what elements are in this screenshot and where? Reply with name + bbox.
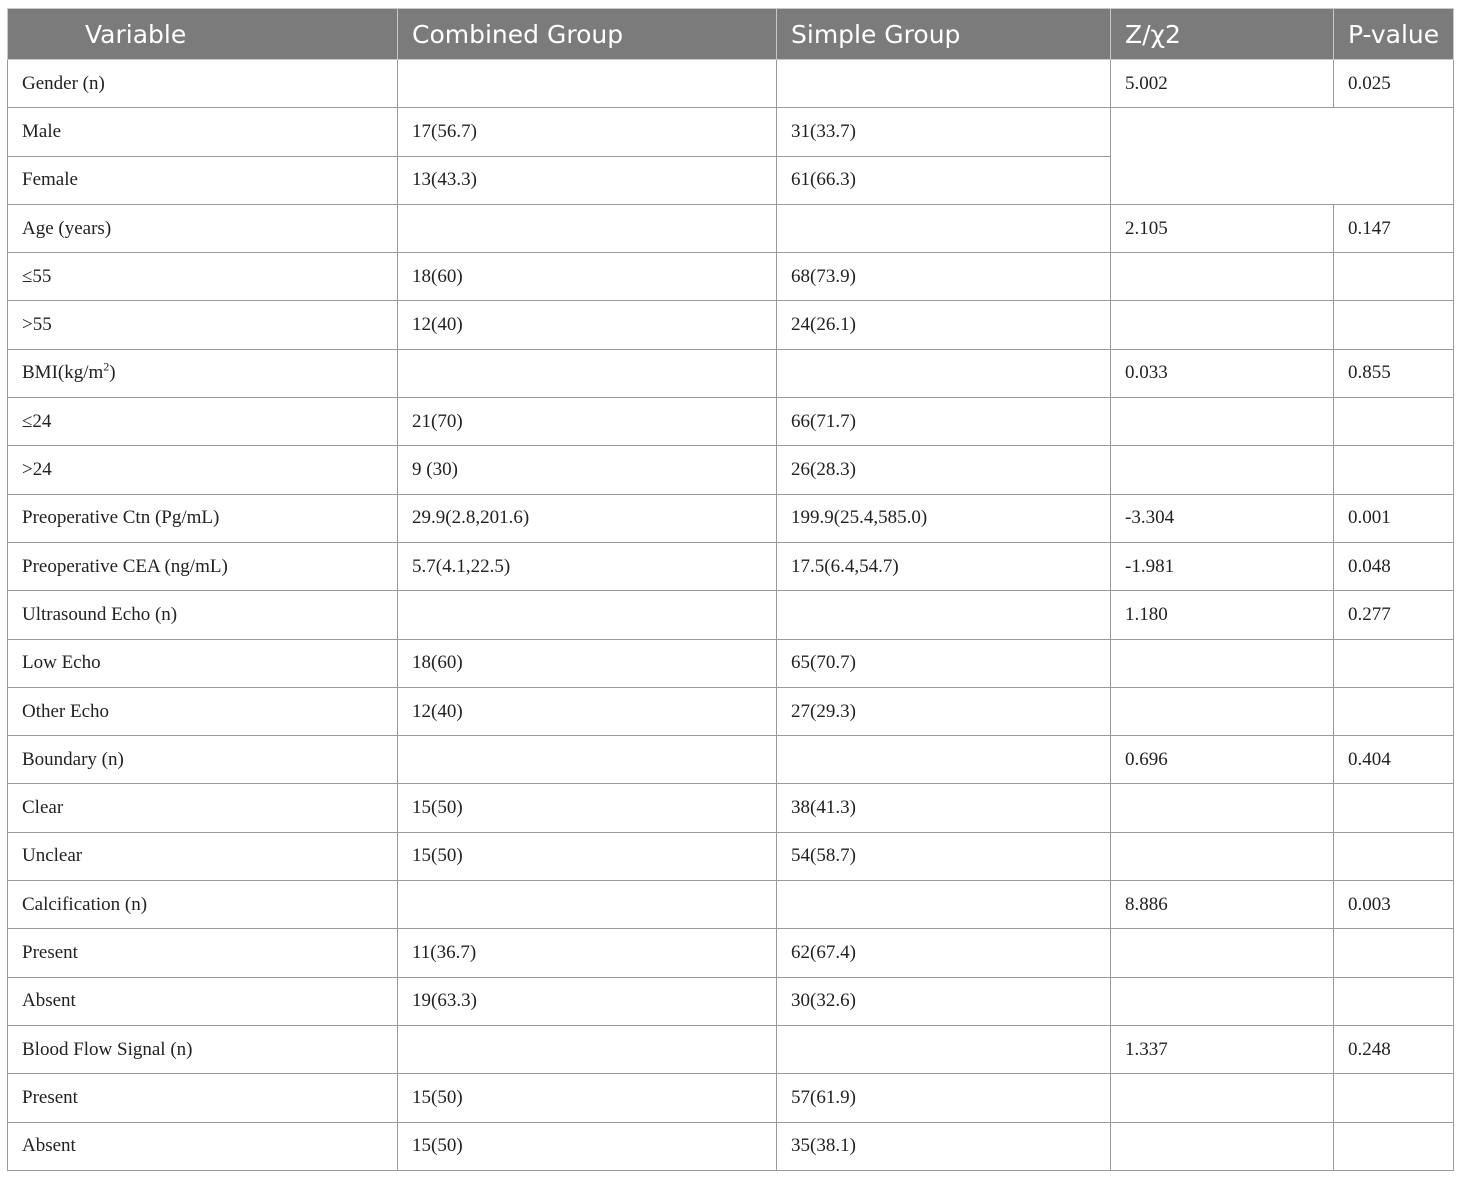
cell-combined: 17(56.7): [398, 108, 777, 156]
table-header: [8, 9, 1454, 60]
table-row: [8, 253, 1454, 301]
data-table: [7, 8, 1454, 1171]
cell-variable: ≤55: [8, 253, 398, 301]
cell-combined: [398, 736, 777, 784]
cell-combined: 12(40): [398, 687, 777, 735]
cell-combined: 5.7(4.1,22.5): [398, 542, 777, 590]
table-row: [8, 398, 1454, 446]
cell-variable: Age (years): [8, 204, 398, 252]
cell-statistic: 1.337: [1111, 1025, 1334, 1073]
cell-statistic: [1111, 301, 1334, 349]
table-row: [8, 591, 1454, 639]
cell-p-value: [1334, 1074, 1454, 1122]
cell-statistic: [1111, 1074, 1334, 1122]
cell-variable: Clear: [8, 784, 398, 832]
cell-statistic: [1111, 687, 1334, 735]
cell-variable: Ultrasound Echo (n): [8, 591, 398, 639]
cell-statistic: [1111, 832, 1334, 880]
cell-variable: >24: [8, 446, 398, 494]
cell-simple: [777, 349, 1111, 397]
cell-simple: 17.5(6.4,54.7): [777, 542, 1111, 590]
cell-p-value: 0.003: [1334, 881, 1454, 929]
cell-simple: 65(70.7): [777, 639, 1111, 687]
table-row: [8, 446, 1454, 494]
cell-p-value: [1334, 253, 1454, 301]
cell-variable: Calcification (n): [8, 881, 398, 929]
cell-p-value: 0.147: [1334, 204, 1454, 252]
table-row: [8, 736, 1454, 784]
cell-simple: 57(61.9): [777, 1074, 1111, 1122]
cell-p-value: 0.048: [1334, 542, 1454, 590]
cell-simple: 66(71.7): [777, 398, 1111, 446]
cell-statistic: 1.180: [1111, 591, 1334, 639]
cell-combined: [398, 881, 777, 929]
cell-statistic: -3.304: [1111, 494, 1334, 542]
cell-simple: [777, 591, 1111, 639]
cell-simple: [777, 1025, 1111, 1073]
cell-statistic: 0.696: [1111, 736, 1334, 784]
header-combined-group: Combined Group: [398, 9, 777, 60]
cell-p-value: 0.025: [1334, 60, 1454, 108]
cell-combined: 13(43.3): [398, 156, 777, 204]
header-statistic: Z/χ2: [1111, 9, 1334, 60]
cell-combined: 18(60): [398, 639, 777, 687]
cell-p-value: [1334, 301, 1454, 349]
cell-simple: 24(26.1): [777, 301, 1111, 349]
cell-variable: Low Echo: [8, 639, 398, 687]
cell-variable: Female: [8, 156, 398, 204]
cell-p-value: [1334, 1122, 1454, 1170]
cell-simple: 61(66.3): [777, 156, 1111, 204]
cell-variable: >55: [8, 301, 398, 349]
table-row: [8, 494, 1454, 542]
cell-combined: 9 (30): [398, 446, 777, 494]
cell-simple: 62(67.4): [777, 929, 1111, 977]
cell-p-value: [1334, 784, 1454, 832]
cell-simple: 68(73.9): [777, 253, 1111, 301]
superscript: 2: [103, 360, 110, 375]
cell-statistic: 0.033: [1111, 349, 1334, 397]
cell-combined: [398, 60, 777, 108]
table-row: [8, 784, 1454, 832]
cell-p-value: [1334, 446, 1454, 494]
cell-statistic: [1111, 784, 1334, 832]
cell-variable: Other Echo: [8, 687, 398, 735]
cell-variable: $BMI(kg/m^2)$: [8, 349, 398, 397]
cell-combined: [398, 1025, 777, 1073]
cell-variable: ≤24: [8, 398, 398, 446]
cell-statistic: 8.886: [1111, 881, 1334, 929]
cell-simple: [777, 881, 1111, 929]
header-row: [8, 9, 1454, 60]
cell-p-value: 0.248: [1334, 1025, 1454, 1073]
cell-combined: 29.9(2.8,201.6): [398, 494, 777, 542]
cell-p-value: 0.001: [1334, 494, 1454, 542]
cell-statistic: [1111, 977, 1334, 1025]
cell-statistic: -1.981: [1111, 542, 1334, 590]
table-row: [8, 542, 1454, 590]
cell-p-value: 0.855: [1334, 349, 1454, 397]
table-row: [8, 832, 1454, 880]
cell-variable: Absent: [8, 977, 398, 1025]
cell-combined: [398, 204, 777, 252]
cell-simple: 35(38.1): [777, 1122, 1111, 1170]
cell-combined: 11(36.7): [398, 929, 777, 977]
table-row: [8, 687, 1454, 735]
cell-combined: 12(40): [398, 301, 777, 349]
table-row: [8, 1122, 1454, 1170]
cell-simple: [777, 204, 1111, 252]
cell-simple: [777, 60, 1111, 108]
cell-combined: 21(70): [398, 398, 777, 446]
cell-variable: Boundary (n): [8, 736, 398, 784]
cell-statistic: [1111, 398, 1334, 446]
cell-simple: 27(29.3): [777, 687, 1111, 735]
table-row: [8, 1074, 1454, 1122]
cell-simple: [777, 736, 1111, 784]
cell-p-value: [1334, 687, 1454, 735]
merged-empty-cell: [1111, 108, 1454, 205]
cell-p-value: [1334, 639, 1454, 687]
cell-variable: Gender (n): [8, 60, 398, 108]
header-simple-group: Simple Group: [777, 9, 1111, 60]
cell-simple: 30(32.6): [777, 977, 1111, 1025]
cell-simple: 31(33.7): [777, 108, 1111, 156]
cell-simple: 54(58.7): [777, 832, 1111, 880]
table-row: [8, 204, 1454, 252]
cell-p-value: [1334, 832, 1454, 880]
table-row: [8, 108, 1454, 156]
table-row: [8, 349, 1454, 397]
table-row: [8, 639, 1454, 687]
cell-combined: 15(50): [398, 1122, 777, 1170]
table-row: [8, 301, 1454, 349]
cell-statistic: [1111, 929, 1334, 977]
table-row: [8, 881, 1454, 929]
label-suffix: ): [109, 362, 116, 384]
cell-combined: 18(60): [398, 253, 777, 301]
cell-variable: Unclear: [8, 832, 398, 880]
cell-p-value: 0.404: [1334, 736, 1454, 784]
cell-simple: 26(28.3): [777, 446, 1111, 494]
cell-statistic: 2.105: [1111, 204, 1334, 252]
cell-p-value: 0.277: [1334, 591, 1454, 639]
cell-statistic: 5.002: [1111, 60, 1334, 108]
cell-simple: 38(41.3): [777, 784, 1111, 832]
table-row: [8, 1025, 1454, 1073]
cell-p-value: [1334, 977, 1454, 1025]
cell-statistic: [1111, 1122, 1334, 1170]
cell-statistic: [1111, 253, 1334, 301]
cell-variable: Preoperative CEA (ng/mL): [8, 542, 398, 590]
cell-simple: 199.9(25.4,585.0): [777, 494, 1111, 542]
cell-combined: 15(50): [398, 784, 777, 832]
cell-variable: Blood Flow Signal (n): [8, 1025, 398, 1073]
cell-variable: Preoperative Ctn (Pg/mL): [8, 494, 398, 542]
cell-p-value: [1334, 929, 1454, 977]
cell-combined: 15(50): [398, 1074, 777, 1122]
cell-combined: 15(50): [398, 832, 777, 880]
table-body: [8, 60, 1454, 1171]
cell-variable: Absent: [8, 1122, 398, 1170]
cell-statistic: [1111, 639, 1334, 687]
header-variable: Variable: [8, 9, 398, 60]
cell-combined: [398, 349, 777, 397]
cell-combined: 19(63.3): [398, 977, 777, 1025]
cell-combined: [398, 591, 777, 639]
table-row: [8, 60, 1454, 108]
cell-statistic: [1111, 446, 1334, 494]
cell-variable: Present: [8, 929, 398, 977]
table-row: [8, 977, 1454, 1025]
table-row: [8, 929, 1454, 977]
cell-variable: Present: [8, 1074, 398, 1122]
cell-variable: Male: [8, 108, 398, 156]
cell-p-value: [1334, 398, 1454, 446]
header-p-value: P-value: [1334, 9, 1454, 60]
